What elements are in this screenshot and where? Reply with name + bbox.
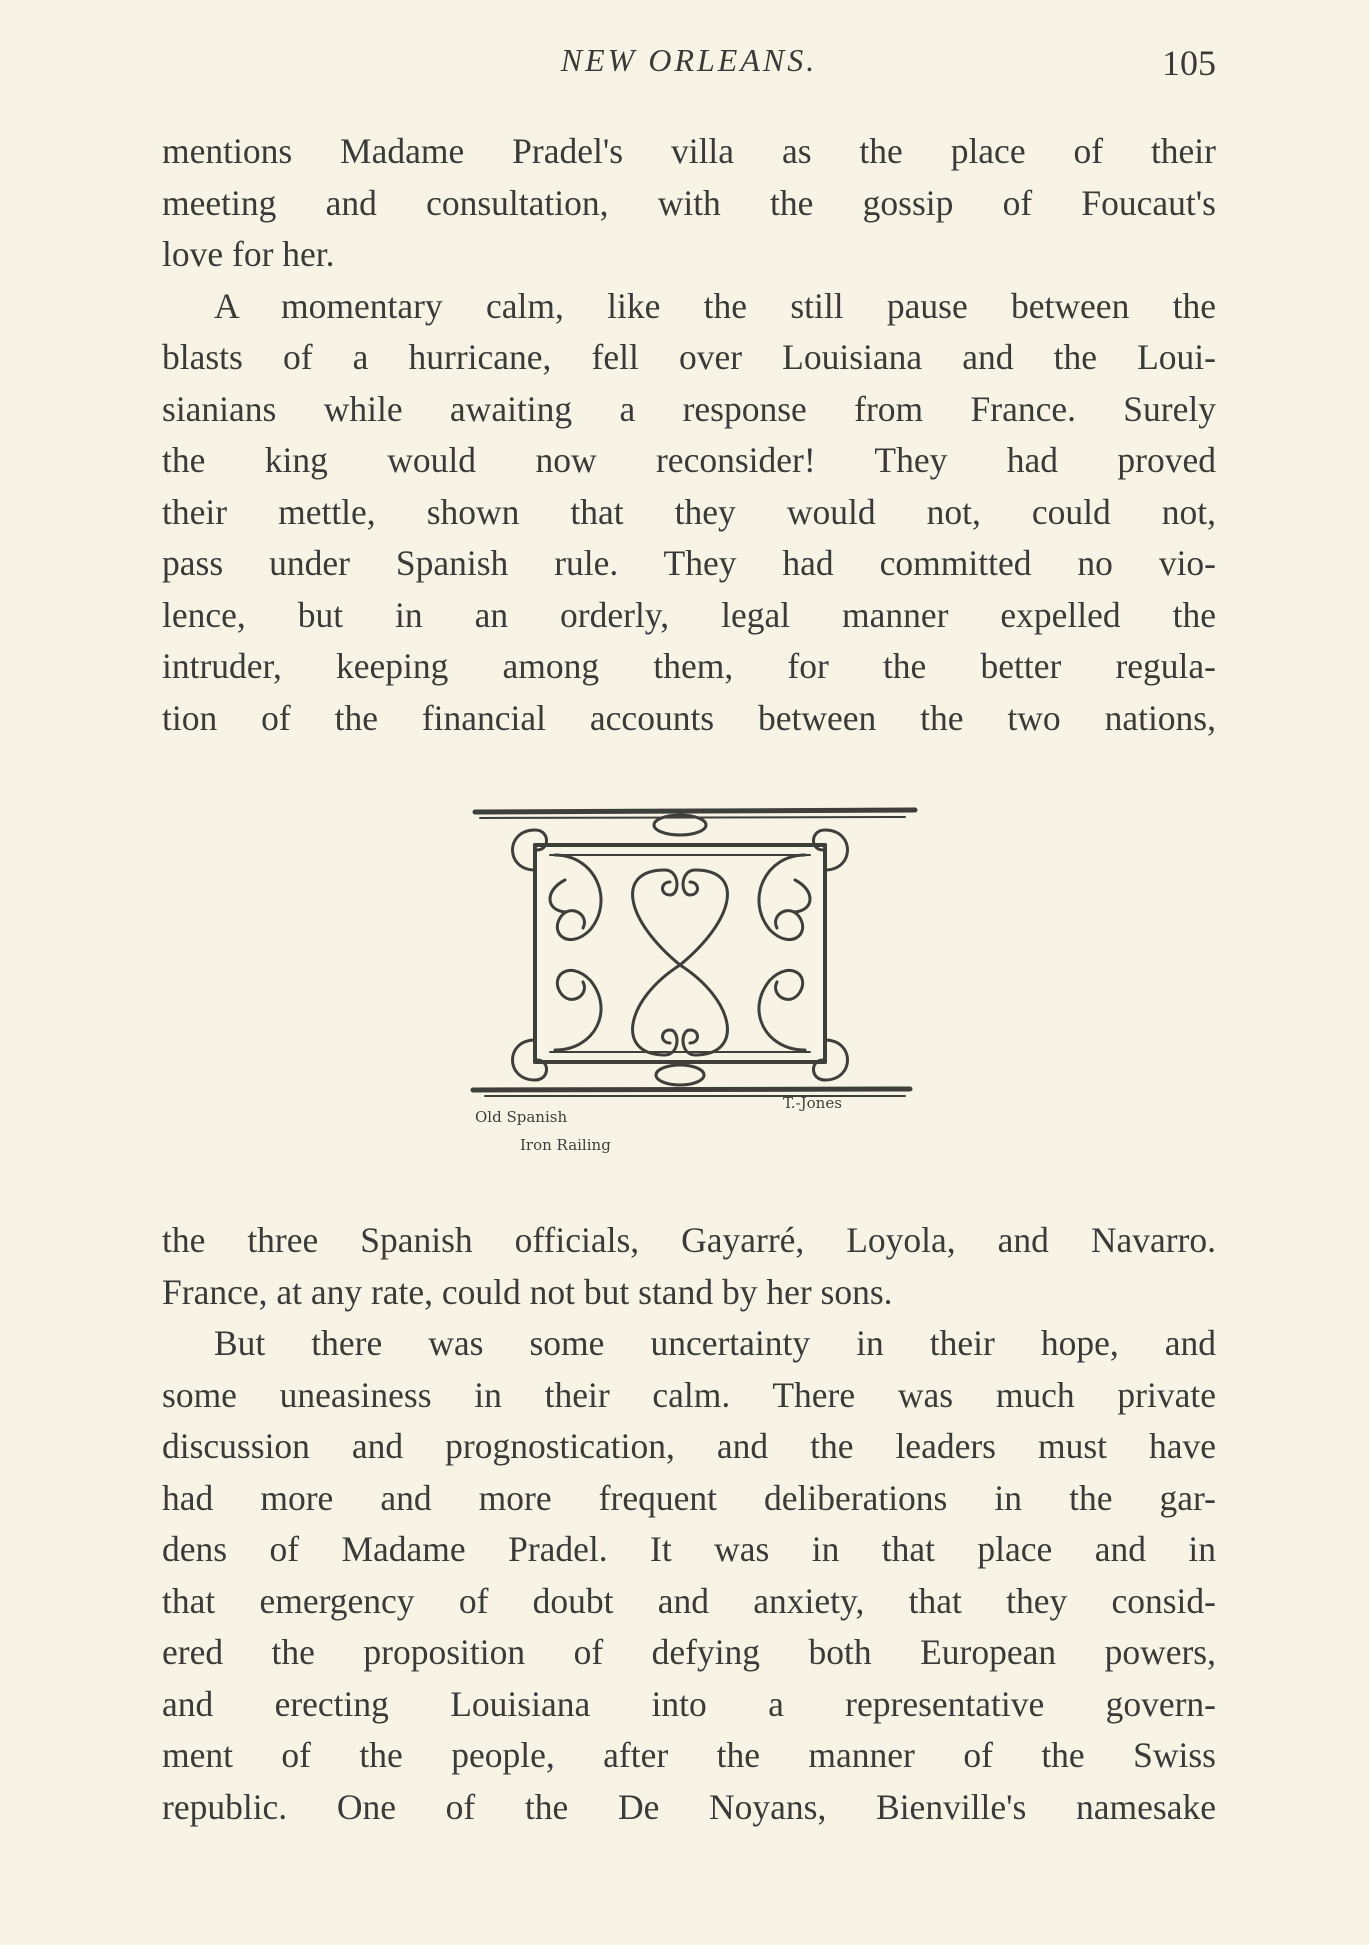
text-line: meeting and consultation, with the gossip of Foucaut's — [162, 182, 1216, 223]
text-line: France, at any rate, could not but stand by her sons. — [162, 1271, 893, 1312]
text-line: lence, but in an orderly, legal manner expelled the — [162, 594, 1216, 635]
text-line: that emergency of doubt and anxiety, that they consid- — [162, 1580, 1216, 1621]
text-line: the king would now reconsider! They had proved — [162, 440, 1216, 480]
text-line: and erecting Louisiana into a representative govern- — [162, 1683, 1216, 1724]
text-block-bottom — [162, 1215, 1216, 1833]
text-line: A momentary calm, like the still pause between the — [214, 285, 1216, 326]
text-block-top — [162, 126, 1216, 744]
text-line: their mettle, shown that they would not, could not, — [162, 491, 1216, 532]
text-line: mentions Madame Pradel's villa as the place of their — [162, 131, 1216, 171]
page-header — [162, 42, 1216, 92]
text-line: sianians while awaiting a response from France. Surely — [162, 388, 1216, 429]
text-line: dens of Madame Pradel. It was in that place and in — [162, 1529, 1216, 1569]
railing-drawing — [465, 800, 925, 1180]
text-line: blasts of a hurricane, fell over Louisiana and the Loui- — [162, 337, 1216, 377]
text-line: some uneasiness in their calm. There was much private — [162, 1374, 1216, 1415]
text-line: pass under Spanish rule. They had committed no vio- — [162, 543, 1216, 583]
figure-signature: T.-Jones — [783, 1094, 842, 1112]
iron-railing-illustration — [465, 800, 925, 1180]
text-line: ered the proposition of defying both European powers, — [162, 1632, 1216, 1672]
running-title: NEW ORLEANS. — [560, 42, 818, 78]
text-line: the three Spanish officials, Gayarré, Loyola, and Navarro. — [162, 1220, 1216, 1260]
figure-caption-line2: Iron Railing — [520, 1136, 611, 1154]
text-line: tion of the financial accounts between the two nations, — [162, 697, 1216, 738]
page-number: 105 — [1162, 43, 1216, 83]
text-line: love for her. — [162, 234, 335, 274]
text-line: discussion and prognostication, and the leaders must have — [162, 1426, 1216, 1466]
figure-caption-line1: Old Spanish — [475, 1108, 568, 1126]
text-line: had more and more frequent deliberations in the gar- — [162, 1477, 1216, 1518]
text-line: ment of the people, after the manner of the Swiss — [162, 1735, 1216, 1775]
text-line: intruder, keeping among them, for the better regula- — [162, 646, 1216, 686]
text-line: But there was some uncertainty in their hope, and — [214, 1323, 1216, 1363]
text-line: republic. One of the De Noyans, Bienville's namesake — [162, 1786, 1216, 1827]
